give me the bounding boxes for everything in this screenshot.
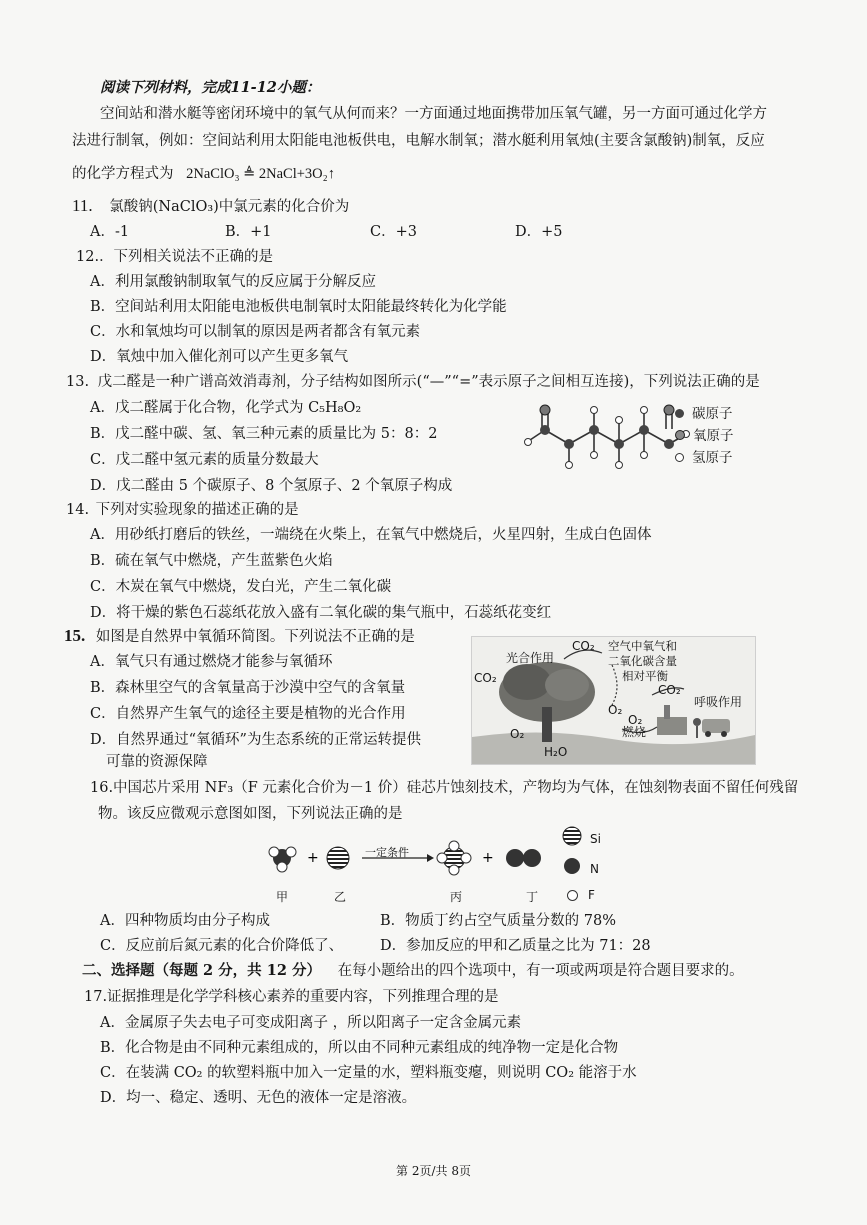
label-jia: 甲 (276, 890, 289, 904)
q11-option-b: B．+1 (225, 224, 272, 240)
question-12-stem (76, 247, 273, 267)
q15-option-b: B．森林里空气的含氧量高于沙漠中空气的含氧量 (90, 680, 406, 696)
legend-f-symbol (567, 890, 578, 901)
q14-option-b: B．硫在氧气中燃烧，产生蓝紫色火焰 (90, 553, 333, 569)
label-co2-top: CO₂ (572, 639, 595, 653)
q14-option-a: A．用砂纸打磨后的铁丝，一端绕在火柴上，在氧气中燃烧后，火星四射，生成白色固体 (90, 527, 652, 543)
intro-paragraph-line-2: 法进行制氧，例如：空间站利用太阳能电池板供电，电解水制氧；潜水艇利用氧烛(主要含氯酸钠)制氧，反应 (72, 133, 765, 149)
label-o2-a: O₂ (510, 727, 525, 741)
q12-option-c: C．水和氧烛均可以制氧的原因是两者都含有氧元素 (90, 324, 421, 340)
q12-option-d: D．氧烛中加入催化剂可以产生更多氧气 (90, 349, 349, 365)
question-text: 戊二醛是一种广谱高效消毒剂，分子结构如图所示(“—”“=”表示原子之间相互连接)，下列说法正确的是 (97, 374, 760, 390)
oxygen-cycle-figure (471, 636, 756, 765)
question-text: 如图是自然界中氧循环简图。下列说法不正确的是 (95, 629, 415, 645)
label-photosynthesis: 光合作用 (506, 651, 555, 665)
section-2-header (82, 961, 744, 981)
oxygen-atoms (540, 405, 674, 415)
section-description: 在每小题给出的四个选项中，有一项或两项是符合题目要求的。 (337, 963, 744, 979)
question-11-stem (72, 196, 349, 217)
molecule-bing (437, 841, 471, 875)
label-h2o: H₂O (544, 745, 568, 759)
molecule-jia (269, 847, 296, 872)
q13-option-d: D．戊二醛由 5 个碳原子、8 个氢原子、2 个氧原子构成 (90, 478, 453, 494)
reading-heading: 阅读下列材料，完成11-12小题： (100, 79, 321, 96)
reaction-condition: 一定条件 (365, 846, 409, 859)
question-text: 下列对实验现象的描述正确的是 (95, 502, 299, 518)
q13-option-c: C．戊二醛中氢元素的质量分数最大 (90, 452, 319, 468)
legend-si-label: Si (590, 832, 601, 846)
question-15-stem (64, 626, 415, 647)
q15-option-a: A．氧气只有通过燃烧才能参与氧循环 (90, 654, 333, 670)
label-yi: 乙 (334, 890, 347, 904)
label-o2-b: O₂ (608, 703, 623, 717)
q14-option-d: D．将干燥的紫色石蕊纸花放入盛有二氧化碳的集气瓶中，石蕊纸花变红 (90, 605, 552, 621)
reaction-micro-diagram (262, 822, 597, 882)
q15-option-c: C．自然界产生氧气的途径主要是植物的光合作用 (90, 706, 406, 722)
q13-option-a: A．戊二醛属于化合物，化学式为 C₅H₈O₂ (90, 400, 362, 416)
question-text: 氯酸钠(NaClO₃)中氯元素的化合价为 (109, 199, 350, 215)
q17-option-b: B．化合物是由不同种元素组成的，所以由不同种元素组成的纯净物一定是化合物 (100, 1040, 619, 1056)
q17-option-c: C．在装满 CO₂ 的软塑料瓶中加入一定量的水，塑料瓶变瘪，则说明 CO₂ 能溶于水 (100, 1065, 637, 1081)
q17-option-d: D．均一、稳定、透明、无色的液体一定是溶液。 (100, 1090, 417, 1106)
label-o2-c: O₂ (628, 713, 643, 727)
question-number: 12. (76, 249, 100, 265)
legend-carbon: 碳原子 (675, 403, 734, 425)
svg-text:+: + (307, 850, 319, 866)
chemical-equation: 2NaClO₃ ≜ 2NaCl+3O₂↑ (186, 166, 335, 182)
q16-option-d: D．参加反应的甲和乙质量之比为 71：28 (380, 938, 651, 954)
q15-option-d: D．自然界通过“氧循环”为生态系统的正常运转提供 (90, 732, 421, 748)
legend-si-symbol (563, 827, 581, 845)
label-ding: 丁 (526, 890, 539, 904)
q12-option-b: B．空间站利用太阳能电池板供电制氧时太阳能最终转化为化学能 (90, 299, 507, 315)
q16-option-b: B．物质丁约占空气质量分数的 78% (380, 913, 616, 929)
label-balance: 空气中氧气和 二氧化碳含量 相对平衡 (608, 639, 677, 683)
question-number: 14. (66, 502, 90, 518)
question-number: 11. (72, 196, 93, 215)
q11-option-a: A．-1 (90, 224, 130, 240)
molecule-legend (675, 403, 734, 469)
question-17-stem: 17.证据推理是化学学科核心素养的重要内容，下列推理合理的是 (84, 989, 499, 1005)
section-title: 二、选择题（每题 2 分，共 12 分） (82, 962, 321, 979)
q12-option-a: A．利用氯酸钠制取氧气的反应属于分解反应 (90, 274, 376, 290)
page-footer: 第 2页/共 8页 (396, 1164, 471, 1178)
question-number: 15. (64, 626, 86, 645)
intro-paragraph-line-1: 空间站和潜水艇等密闭环境中的氧气从何而来？一方面通过地面携带加压氧气罐，另一方面可通过化学方 (100, 106, 767, 122)
q17-option-a: A．金属原子失去电子可变成阳离子 ，所以阳离子一定含金属元素 (100, 1015, 522, 1031)
question-number: 13. (66, 374, 90, 390)
question-text: ．下列相关说法不正确的是 (99, 249, 274, 265)
legend-hydrogen: 氢原子 (675, 447, 734, 469)
label-burning: 燃烧 (622, 725, 647, 739)
molecule-ding (506, 849, 541, 867)
label-respiration: 呼吸作用 (694, 695, 743, 709)
q11-option-d: D．+5 (515, 224, 563, 240)
legend-oxygen: 氧原子 (675, 425, 734, 447)
q15-option-d-continuation: 可靠的资源保障 (106, 754, 208, 770)
equation-prefix: 的化学方程式为 (72, 166, 174, 182)
q11-option-c: C．+3 (370, 224, 417, 240)
question-13-stem (66, 372, 760, 392)
question-16-stem-line-2: 物。该反应微观示意图如图，下列说法正确的是 (98, 806, 403, 822)
question-16-stem-line-1: 16.中国芯片采用 NF₃（F 元素化合价为－1 价）硅芯片蚀刻技术，产物均为气体，在蚀刻物表面不留任何残留 (90, 780, 799, 796)
q16-option-a: A．四种物质均由分子构成 (100, 913, 270, 929)
legend-f-label: F (588, 888, 595, 902)
q14-option-c: C．木炭在氧气中燃烧，发白光，产生二氧化碳 (90, 579, 392, 595)
question-14-stem (66, 500, 299, 520)
label-co2-left: CO₂ (474, 671, 497, 685)
legend-n-label: N (590, 862, 599, 876)
q13-option-b: B．戊二醛中碳、氢、氧三种元素的质量比为 5：8：2 (90, 426, 438, 442)
intro-paragraph-line-3 (72, 164, 335, 184)
molecule-yi (327, 847, 349, 869)
q16-option-c: C．反应前后氮元素的化合价降低了、 (100, 938, 344, 954)
legend-n-symbol (564, 858, 580, 874)
label-bing: 丙 (450, 890, 463, 904)
label-co2-right: CO₂ (658, 683, 681, 697)
svg-text:+: + (482, 850, 494, 866)
